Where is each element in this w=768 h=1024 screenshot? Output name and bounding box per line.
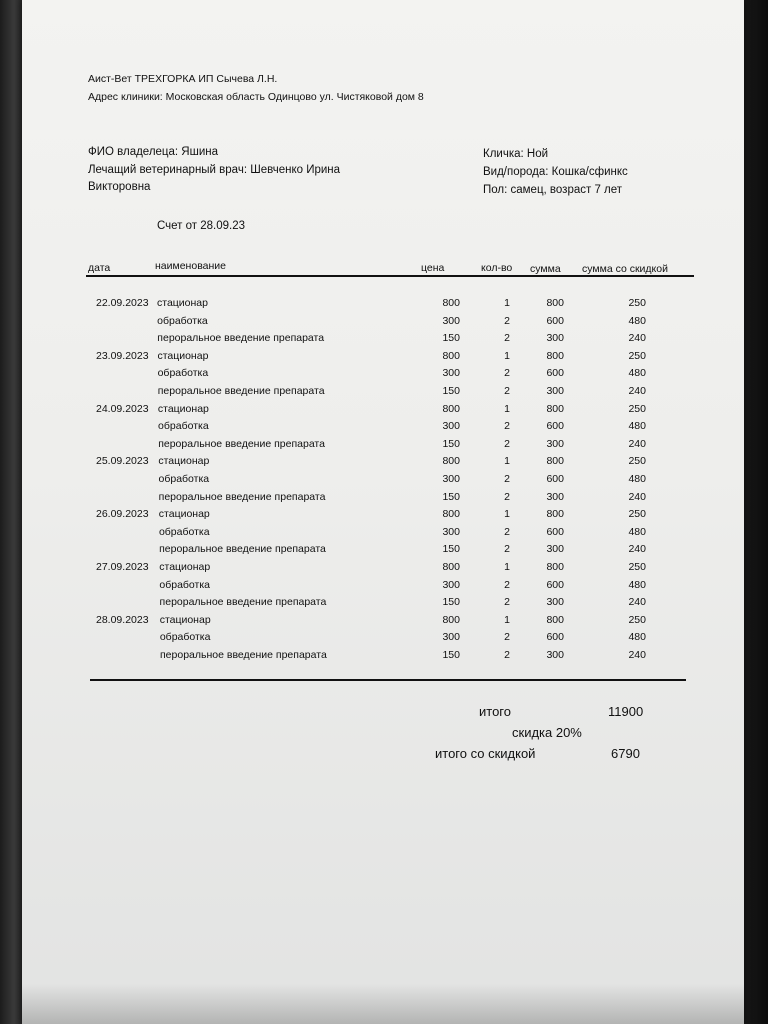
row-date: 28.09.2023 [96,613,149,626]
row-qty: 2 [504,525,510,538]
row-date: 22.09.2023 [96,297,149,309]
row-qty: 2 [504,385,510,397]
clinic-address: Адрес клиники: Московская область Одинцово ул. Чистяковой дом 8 [88,91,424,103]
row-sum: 300 [546,437,564,450]
row-sum: 800 [546,297,564,309]
row-price: 150 [442,332,460,345]
header-qty: кол-во [481,262,513,274]
row-name: обработка [158,473,210,485]
doctor-line-1: Лечащий ветеринарный врач: Шевченко Ирина [88,164,341,176]
pet-species: Вид/порода: Кошка/сфинкс [483,166,628,178]
header-name: наименование [155,260,227,272]
row-sum: 300 [546,649,564,661]
row-price: 300 [442,420,460,433]
header-sum: сумма [530,263,561,275]
row-price: 300 [442,631,460,644]
clinic-name: Аист-Вет ТРЕХГОРКА ИП Сычева Л.Н. [88,73,278,85]
row-sum: 300 [546,490,564,503]
invoice-page [22,0,744,1024]
row-price: 150 [442,385,460,397]
row-qty: 2 [504,596,510,609]
row-qty: 2 [504,578,510,591]
row-name: стационар [159,561,211,573]
row-qty: 1 [504,508,510,521]
page-shadow [22,984,744,1024]
row-sum: 600 [546,525,564,538]
row-name: пероральное введение препарата [159,543,326,556]
row-name: обработка [157,367,209,380]
row-sum: 800 [546,402,564,415]
row-qty: 2 [504,314,510,327]
row-name: стационар [158,455,210,468]
row-discount-sum: 480 [628,525,646,538]
row-qty: 1 [504,561,510,573]
row-price: 150 [442,649,460,661]
invoice-title: Счет от 28.09.23 [157,220,246,232]
row-discount-sum: 480 [628,631,646,644]
row-sum: 800 [546,349,564,362]
row-sum: 600 [546,473,564,485]
row-qty: 2 [504,473,510,485]
row-discount-sum: 480 [628,473,646,485]
row-price: 300 [442,525,460,538]
row-name: обработка [158,525,210,538]
row-discount-sum: 480 [628,420,646,433]
row-qty: 2 [504,332,510,345]
row-price: 150 [442,437,460,450]
row-name: стационар [158,508,210,521]
row-sum: 300 [546,385,564,397]
row-discount-sum: 240 [628,490,646,503]
row-qty: 2 [504,543,510,556]
total-discount-value: 6790 [611,746,640,761]
total-label: итого [479,704,511,719]
row-price: 800 [442,297,460,309]
row-date: 24.09.2023 [96,402,149,415]
row-name: обработка [157,314,208,327]
row-price: 150 [442,490,460,503]
row-sum: 300 [546,596,564,609]
row-discount-sum: 240 [628,543,646,556]
row-sum: 800 [546,508,564,521]
row-price: 800 [442,508,460,521]
row-price: 800 [442,561,460,573]
row-qty: 1 [504,402,510,415]
row-qty: 2 [504,367,510,380]
header-date: дата [88,262,111,274]
row-name: пероральное введение препарата [159,596,327,609]
row-price: 300 [442,367,460,380]
row-discount-sum: 250 [628,455,646,468]
row-price: 800 [442,402,460,415]
header-price: цена [421,262,445,274]
row-sum: 300 [546,332,564,345]
row-price: 150 [442,596,460,609]
row-qty: 1 [504,613,510,626]
row-sum: 600 [546,420,564,433]
row-name: обработка [159,631,211,644]
total-value: 11900 [608,704,644,719]
row-name: пероральное введение препарата [157,332,325,345]
row-sum: 800 [546,561,564,573]
row-date: 26.09.2023 [96,508,149,521]
row-qty: 2 [504,631,510,644]
row-discount-sum: 240 [628,437,646,450]
row-price: 300 [442,473,460,485]
row-sum: 300 [546,543,564,556]
row-discount-sum: 240 [628,385,646,397]
row-discount-sum: 240 [628,332,646,345]
row-name: стационар [157,402,209,415]
row-discount-sum: 250 [628,297,646,309]
row-discount-sum: 250 [628,613,646,626]
row-name: пероральное введение препарата [158,490,326,503]
row-price: 800 [442,349,460,362]
row-discount-sum: 250 [628,508,646,521]
row-sum: 800 [546,613,564,626]
row-qty: 1 [504,297,510,309]
row-date: 23.09.2023 [96,349,149,362]
row-price: 150 [442,543,460,556]
row-price: 300 [442,578,460,591]
row-price: 300 [442,314,460,327]
row-sum: 600 [546,631,564,644]
doctor-line-2: Викторовна [88,181,151,193]
row-name: пероральное введение препарата [157,385,325,397]
row-price: 800 [442,613,460,626]
row-qty: 2 [504,437,510,450]
row-discount-sum: 250 [628,402,646,415]
total-discount-label: итого со скидкой [435,746,536,761]
row-date: 27.09.2023 [96,561,149,573]
row-name: стационар [157,297,208,309]
row-name: обработка [159,578,211,591]
row-sum: 600 [546,314,564,327]
row-qty: 1 [504,455,510,468]
row-sum: 600 [546,578,564,591]
row-name: стационар [157,349,209,362]
row-qty: 2 [504,490,510,503]
row-discount-sum: 250 [628,561,646,573]
row-discount-sum: 240 [628,649,646,661]
row-name: обработка [158,420,209,433]
row-discount-sum: 250 [628,349,646,362]
row-qty: 2 [504,420,510,433]
row-discount-sum: 480 [628,367,646,380]
row-name: пероральное введение препарата [160,649,327,661]
header-rule [86,275,694,277]
footer-rule [90,679,686,681]
row-qty: 2 [504,649,510,661]
row-discount-sum: 240 [628,596,646,609]
row-price: 800 [442,455,460,468]
pet-sex-age: Пол: самец, возраст 7 лет [483,184,623,196]
row-name: стационар [159,613,211,626]
row-name: пероральное введение препарата [158,437,325,450]
row-date: 25.09.2023 [96,455,149,468]
row-sum: 800 [546,455,564,468]
row-qty: 1 [504,349,510,362]
row-discount-sum: 480 [628,578,646,591]
pet-name: Кличка: Ной [483,148,549,160]
header-discount-sum: сумма со скидкой [582,263,668,275]
owner-name: ФИО владелеца: Яшина [88,146,219,158]
discount-label: скидка 20% [512,725,582,740]
row-sum: 600 [546,367,564,380]
row-discount-sum: 480 [628,314,646,327]
